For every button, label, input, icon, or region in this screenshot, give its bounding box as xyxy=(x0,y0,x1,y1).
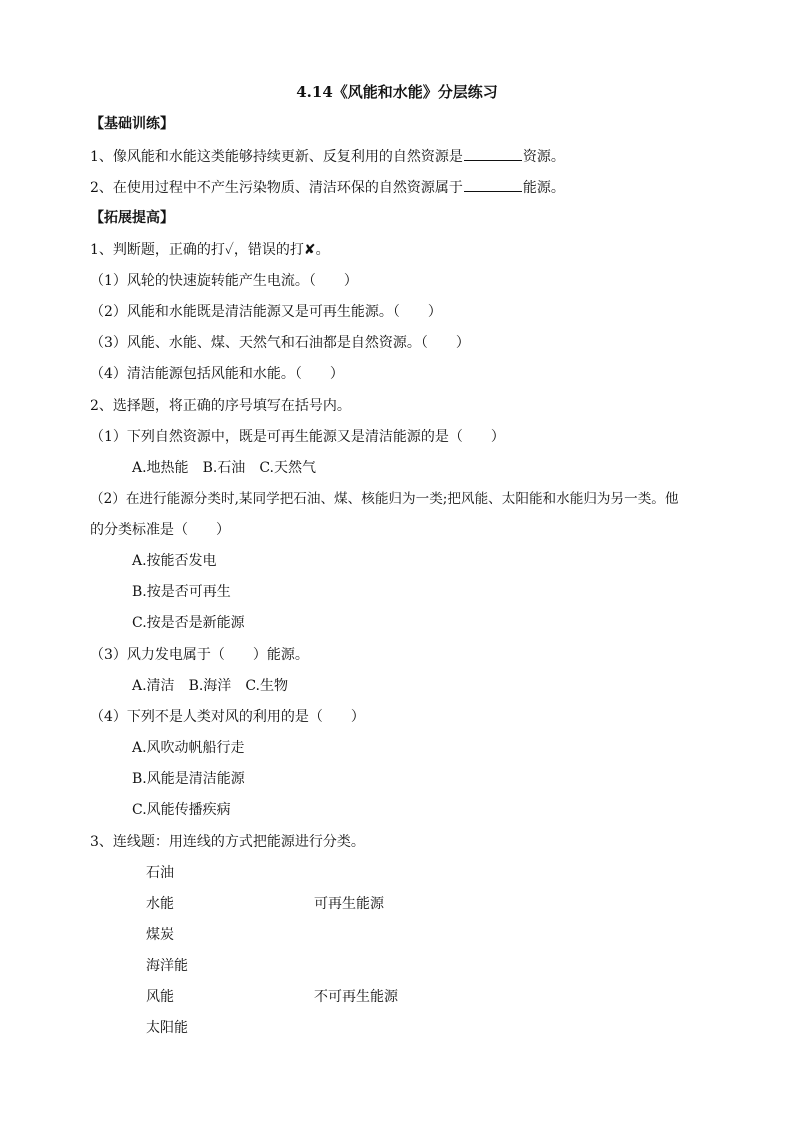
choice-q2-stem-line2: 的分类标准是（ ） xyxy=(90,522,230,538)
choice-q4-option-c: C.风能传播疾病 xyxy=(132,802,231,818)
choice-q2-option-a: A.按能否发电 xyxy=(132,553,217,569)
option-c: C.生物 xyxy=(245,678,288,694)
choice-q4-stem: （4）下列不是人类对风的利用的是（ ） xyxy=(90,709,365,725)
judge-heading: 1、判断题，正确的打✓，错误的打✘。 xyxy=(90,242,330,258)
matching-left-item-1[interactable]: 石油 xyxy=(146,865,174,881)
judge-item-3: （3）风能、水能、煤、天然气和石油都是自然资源。（ ） xyxy=(90,335,470,351)
section-advanced-heading: 【拓展提高】 xyxy=(90,210,174,226)
section-basic-heading: 【基础训练】 xyxy=(90,116,174,132)
choice-heading: 2、选择题，将正确的序号填写在括号内。 xyxy=(90,398,351,414)
judge-item-4: （4）清洁能源包括风能和水能。（ ） xyxy=(90,366,344,382)
choice-q1-stem: （1）下列自然资源中，既是可再生能源又是清洁能源的是（ ） xyxy=(90,429,505,445)
answer-blank[interactable] xyxy=(464,146,522,161)
choice-q2-stem-line1: （2）在进行能源分类时,某同学把石油、煤、核能归为一类;把风能、太阳能和水能归为另一类。他 xyxy=(90,491,679,507)
basic-question-2-text: 2、在使用过程中不产生污染物质、清洁环保的自然资源属于 xyxy=(90,180,463,196)
option-c: C.天然气 xyxy=(259,460,316,476)
option-b: B.海洋 xyxy=(188,678,232,694)
matching-left-item-4[interactable]: 海洋能 xyxy=(146,958,188,974)
choice-q3-options xyxy=(132,676,302,696)
matching-left-item-5[interactable]: 风能 xyxy=(146,989,174,1005)
choice-q4-option-b: B.风能是清洁能源 xyxy=(132,771,245,787)
judge-item-2: （2）风能和水能既是清洁能源又是可再生能源。（ ） xyxy=(90,304,442,320)
choice-q4-option-a: A.风吹动帆船行走 xyxy=(132,740,245,756)
option-b: B.石油 xyxy=(202,460,246,476)
option-a: A.清洁 xyxy=(132,678,175,694)
choice-q1-options xyxy=(132,458,330,478)
matching-left-item-6[interactable]: 太阳能 xyxy=(146,1020,188,1036)
basic-question-1-suffix: 资源。 xyxy=(522,149,565,165)
matching-right-item-2[interactable]: 不可再生能源 xyxy=(314,989,398,1005)
option-a: A.地热能 xyxy=(132,460,189,476)
choice-q2-option-c: C.按是否是新能源 xyxy=(132,615,245,631)
basic-question-1-text: 1、像风能和水能这类能够持续更新、反复利用的自然资源是 xyxy=(90,149,463,165)
choice-q3-stem: （3）风力发电属于（ ）能源。 xyxy=(90,647,309,663)
page-title: 4.14《风能和水能》分层练习 xyxy=(296,83,498,101)
judge-item-1: （1）风轮的快速旋转能产生电流。（ ） xyxy=(90,273,358,289)
basic-question-2 xyxy=(90,177,565,198)
matching-heading: 3、连线题：用连线的方式把能源进行分类。 xyxy=(90,834,365,850)
choice-q2-option-b: B.按是否可再生 xyxy=(132,584,231,600)
matching-left-item-3[interactable]: 煤炭 xyxy=(146,927,174,943)
basic-question-2-suffix: 能源。 xyxy=(522,180,565,196)
matching-left-item-2[interactable]: 水能 xyxy=(146,896,174,912)
matching-right-item-1[interactable]: 可再生能源 xyxy=(314,896,384,912)
basic-question-1 xyxy=(90,146,565,167)
answer-blank[interactable] xyxy=(464,177,522,192)
